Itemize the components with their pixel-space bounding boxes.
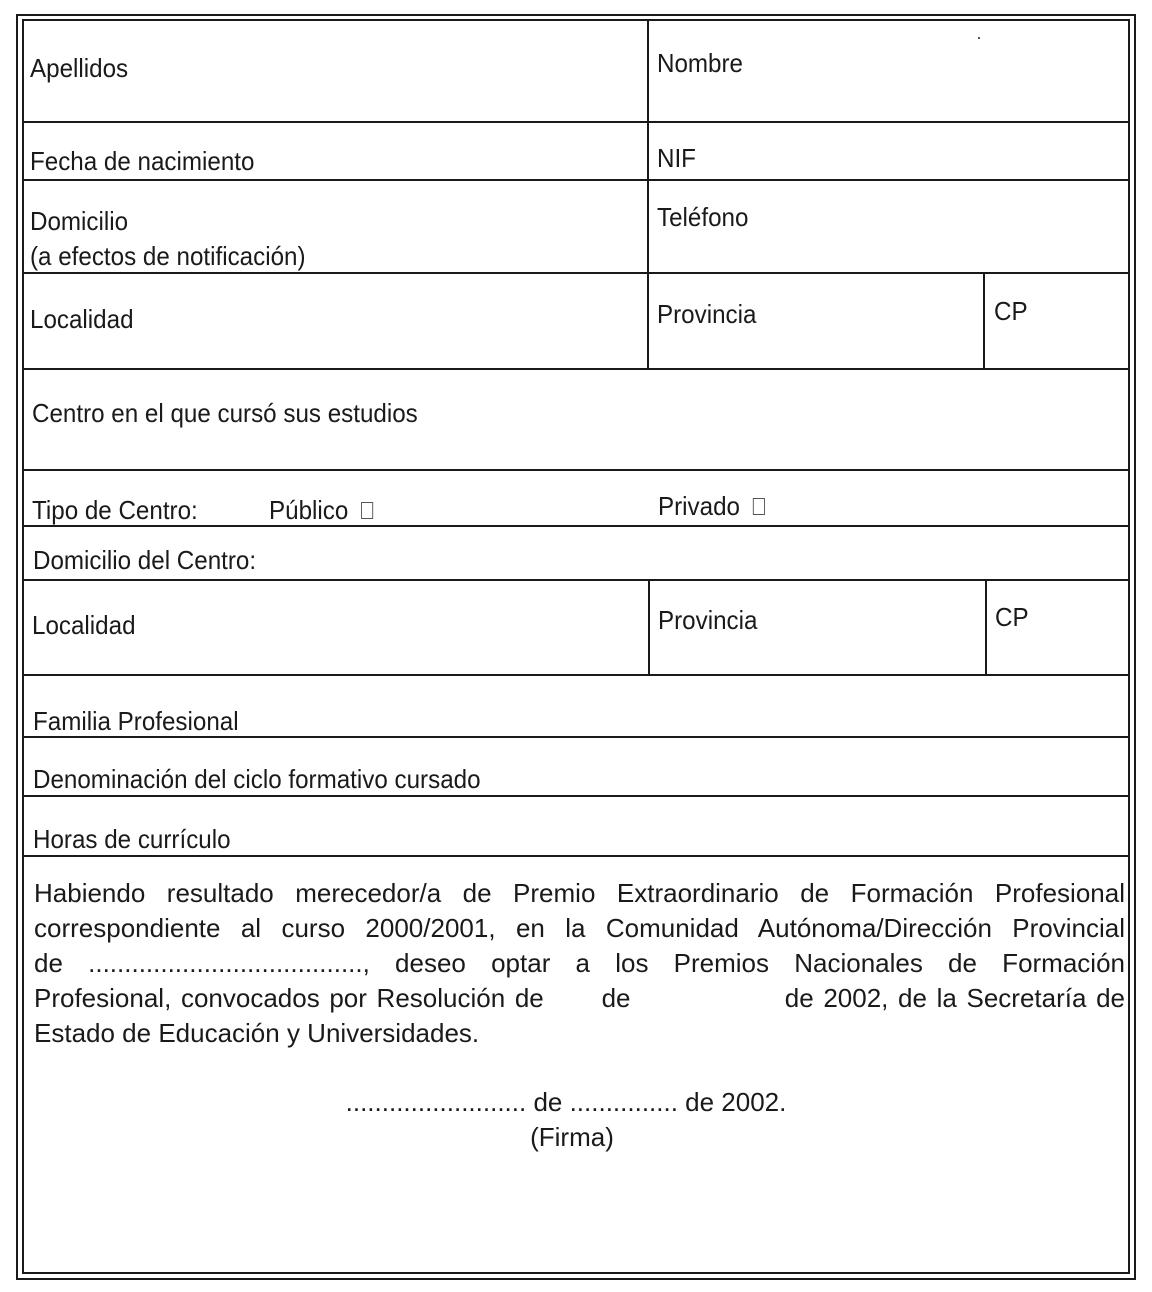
signature-label: (Firma) <box>530 1122 614 1152</box>
privado-option[interactable] <box>658 491 765 522</box>
publico-option[interactable] <box>269 495 373 526</box>
familia-profesional-label: Familia Profesional <box>33 706 239 736</box>
horas-curriculo-label: Horas de currículo <box>33 824 231 854</box>
localidad-field[interactable] <box>24 274 647 368</box>
centro-localidad-label: Localidad <box>32 610 136 640</box>
tipo-centro-label: Tipo de Centro: <box>32 495 198 525</box>
domicilio-centro-label: Domicilio del Centro: <box>33 545 257 575</box>
declaration-line: Profesional, convocados por Resolución de de de 2002, de la Secretaría de <box>34 983 1125 1013</box>
denominacion-ciclo-field[interactable] <box>24 738 1128 795</box>
row-divider <box>22 855 1130 857</box>
fecha-nacimiento-field[interactable] <box>24 123 647 179</box>
tipo-centro-row <box>24 471 1128 525</box>
domicilio-label: Domicilio <box>30 206 129 236</box>
centro-provincia-field[interactable] <box>650 581 985 674</box>
nif-label: NIF <box>657 143 696 173</box>
domicilio-field[interactable] <box>24 181 647 272</box>
declaration-line: correspondiente al curso 2000/2001, en la Comunidad Autónoma/Dirección Provincial <box>34 913 1125 943</box>
cp-label: CP <box>994 296 1028 326</box>
denominacion-ciclo-label: Denominación del ciclo formativo cursado <box>33 764 481 794</box>
apellidos-label: Apellidos <box>30 53 129 83</box>
signature-area[interactable] <box>24 1160 1128 1270</box>
declaration-line: Habiendo resultado merecedor/a de Premio Extraordinario de Formación Profesional <box>34 878 1125 908</box>
privado-label: Privado <box>658 491 740 521</box>
declaration-paragraph <box>34 876 1125 1051</box>
horas-curriculo-field[interactable] <box>24 797 1128 855</box>
nif-field[interactable] <box>649 123 1128 179</box>
provincia-field[interactable] <box>649 274 983 368</box>
centro-estudios-label: Centro en el que cursó sus estudios <box>32 398 418 428</box>
publico-label: Público <box>269 495 349 525</box>
familia-profesional-field[interactable] <box>24 676 1128 736</box>
declaration-line: Estado de Educación y Universidades. <box>34 1018 480 1048</box>
centro-localidad-field[interactable] <box>24 581 648 674</box>
centro-estudios-field[interactable] <box>24 370 1128 469</box>
centro-cp-label: CP <box>995 602 1029 632</box>
apellidos-field[interactable] <box>24 21 647 121</box>
provincia-label: Provincia <box>657 299 757 329</box>
telefono-field[interactable] <box>649 181 1128 272</box>
localidad-label: Localidad <box>30 304 134 334</box>
publico-checkbox[interactable] <box>361 502 373 519</box>
nombre-field[interactable] <box>649 21 1128 121</box>
telefono-label: Teléfono <box>657 202 749 232</box>
centro-provincia-label: Provincia <box>658 605 758 635</box>
fecha-nacimiento-label: Fecha de nacimiento <box>30 146 255 176</box>
declaration-line: de ......................................, deseo optar a los Premios Nacionales de Formación <box>34 948 1125 978</box>
cp-field[interactable] <box>985 274 1128 368</box>
nombre-label: Nombre <box>657 48 744 78</box>
domicilio-note: (a efectos de notificación) <box>30 241 306 271</box>
domicilio-centro-field[interactable] <box>24 527 1128 579</box>
centro-cp-field[interactable] <box>987 581 1128 674</box>
signature-date-line: ......................... de ............... de 2002. <box>345 1087 787 1117</box>
privado-checkbox[interactable] <box>753 498 765 515</box>
